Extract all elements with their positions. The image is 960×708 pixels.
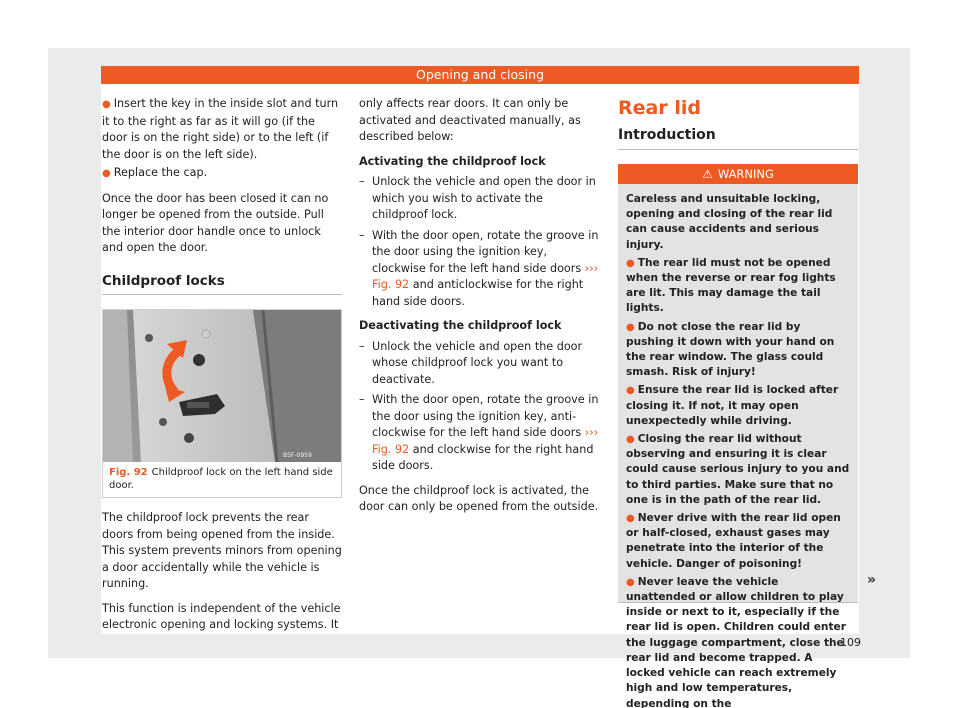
list-item: – With the door open, rotate the groove in the door using the ignition key, anti-clockwise for the left hand side doors ››› Fig. 92 and clockwise for the right hand side doors. <box>359 393 599 472</box>
paragraph: The childproof lock prevents the rear doors from being opened from the inside. This system prevents minors from opening a door accidentally while the vehicle is running. <box>102 511 342 590</box>
list-item: – With the door open, rotate the groove in the door using the ignition key, clockwise for the left hand side doors ››› Fig. 92 and anticlockwise for the right hand side doors. <box>359 228 599 308</box>
bullet-icon: ● <box>626 321 635 333</box>
bullet-icon: ● <box>626 513 635 525</box>
bullet-icon: ● <box>102 99 111 110</box>
continue-icon: » <box>866 571 876 588</box>
bullet-icon: ● <box>626 257 635 269</box>
warning-item: ● Never leave the vehicle unattended or allow children to play inside or next to it, especially if the rear lid is open. Children could enter the luggage compartment, close the rear lid and become trapped. A locked vehicle can reach extremely high and low temperatures, depending on the <box>626 575 846 708</box>
list-item: – Unlock the vehicle and open the door whose childproof lock you want to deactivate. <box>359 339 583 386</box>
bullet-icon: ● <box>626 576 635 588</box>
warning-intro: Careless and unsuitable locking, opening and closing of the rear lid can cause accidents and serious injury. <box>626 193 833 251</box>
chapter-header: Opening and closing <box>101 66 859 84</box>
column-middle <box>359 96 601 524</box>
warning-item: ● Do not close the rear lid by pushing it down with your hand on the rear window. The glass could smash. Risk of injury! <box>626 320 835 379</box>
column-left <box>102 96 342 642</box>
figure-reference-link[interactable]: ››› Fig. 92 <box>372 261 599 291</box>
subheading: Activating the childproof lock <box>359 154 546 168</box>
warning-item: ● Closing the rear lid without observing and ensuring it is clear could cause serious injury to you and to third parties. Make sure that no one is in the path of the rear lid. <box>626 433 850 506</box>
paragraph: Once the childproof lock is activated, the door can only be opened from the outside. <box>359 483 599 513</box>
warning-header: ⚠ WARNING <box>618 164 858 184</box>
figure-reference-link[interactable]: ››› Fig. 92 <box>372 426 599 456</box>
section-title: Childproof locks <box>102 273 342 296</box>
list-item: ● Replace the cap. <box>102 166 208 179</box>
figure-label: Fig. 92 <box>109 467 148 478</box>
figure-image <box>103 310 341 462</box>
bullet-icon: ● <box>102 168 111 179</box>
list-item: ● Insert the key in the inside slot and turn it to the right as far as it will go (if the door is on the right side) or to the left (if the door is on the left side). <box>102 97 339 161</box>
chapter-title: Rear lid <box>618 97 701 119</box>
warning-triangle-icon: ⚠ <box>702 167 713 181</box>
paragraph: only affects rear doors. It can only be activated and deactivated manually, as described below: <box>359 97 581 143</box>
paragraph: Once the door has been closed it can no longer be opened from the outside. Pull the interior door handle once to unlock and open the door. <box>102 191 329 254</box>
list-item: – Unlock the vehicle and open the door in which you wish to activate the childproof lock. <box>359 175 596 221</box>
figure-code: B5F-0959 <box>283 452 312 459</box>
subheading: Deactivating the childproof lock <box>359 319 562 332</box>
page-number: 109 <box>840 636 861 649</box>
warning-item: ● Never drive with the rear lid open or half-closed, exhaust gases may penetrate into the interior of the vehicle. Danger of poisoning! <box>626 512 841 570</box>
figure <box>102 309 342 498</box>
door-lock-illustration <box>103 310 341 462</box>
bullet-icon: ● <box>626 434 635 446</box>
section-title: Introduction <box>618 127 858 151</box>
paragraph: This function is independent of the vehicle electronic opening and locking systems. It <box>102 601 341 631</box>
figure-caption: Fig. 92 Childproof lock on the left hand side door. <box>109 467 333 491</box>
warning-item: ● The rear lid must not be opened when the reverse or rear fog lights are lit. This may damage the tail lights. <box>626 256 836 315</box>
warning-item: ● Ensure the rear lid is locked after closing it. If not, it may open unexpectedly while driving. <box>626 384 839 427</box>
bullet-icon: ● <box>626 385 635 397</box>
